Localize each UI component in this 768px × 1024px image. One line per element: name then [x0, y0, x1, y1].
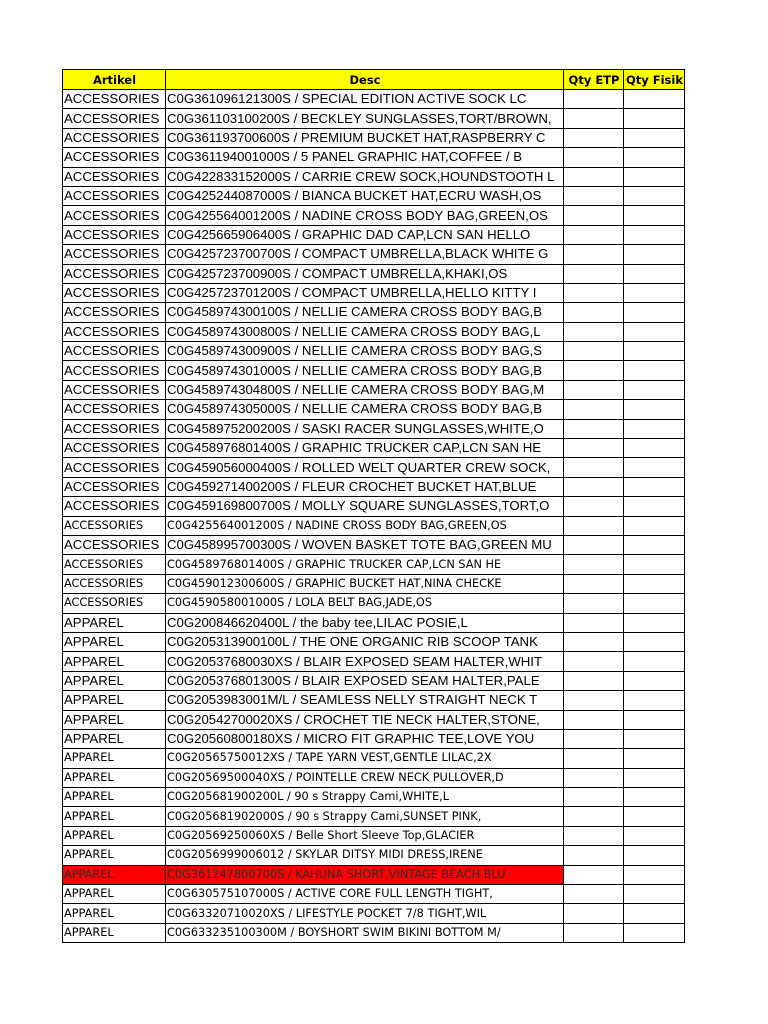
artikel-cell[interactable]: APPAREL [63, 923, 166, 942]
artikel-cell[interactable]: ACCESSORIES [63, 535, 166, 554]
desc-cell[interactable]: C0G458995700300S / WOVEN BASKET TOTE BAG,GREEN MU [166, 535, 564, 554]
qty-etp-cell[interactable] [564, 555, 624, 574]
table-row [63, 380, 685, 399]
qty-etp-cell[interactable] [564, 206, 624, 225]
artikel-cell[interactable]: ACCESSORIES [63, 206, 166, 225]
desc-cell[interactable]: C0G459271400200S / FLEUR CROCHET BUCKET HAT,BLUE [166, 477, 564, 496]
table-row [63, 923, 685, 942]
qty-etp-cell[interactable] [564, 167, 624, 186]
artikel-cell[interactable]: ACCESSORIES [63, 439, 166, 458]
table-row [63, 671, 685, 690]
table-row [63, 458, 685, 477]
qty-etp-cell[interactable] [564, 477, 624, 496]
desc-cell[interactable]: C0G20537680030XS / BLAIR EXPOSED SEAM HALTER,WHIT [166, 652, 564, 671]
qty-etp-cell[interactable] [564, 322, 624, 341]
qty-fisik-cell[interactable] [624, 283, 685, 302]
table-row [63, 904, 685, 923]
qty-fisik-cell[interactable] [624, 322, 685, 341]
qty-fisik-cell[interactable] [624, 342, 685, 361]
qty-fisik-cell[interactable] [624, 167, 685, 186]
qty-fisik-cell[interactable] [624, 613, 685, 632]
qty-etp-cell[interactable] [564, 613, 624, 632]
qty-etp-cell[interactable] [564, 148, 624, 167]
table-row [63, 768, 685, 787]
artikel-cell[interactable]: ACCESSORIES [63, 497, 166, 516]
table-row [63, 439, 685, 458]
table-row [63, 322, 685, 341]
qty-fisik-cell[interactable] [624, 361, 685, 380]
desc-cell[interactable]: C0G459056000400S / ROLLED WELT QUARTER CREW SOCK, [166, 458, 564, 477]
qty-fisik-cell[interactable] [624, 303, 685, 322]
table-row [63, 342, 685, 361]
qty-etp-cell[interactable] [564, 186, 624, 205]
artikel-cell[interactable]: ACCESSORIES [63, 574, 166, 593]
table-row [63, 516, 685, 535]
artikel-cell[interactable]: ACCESSORIES [63, 148, 166, 167]
artikel-cell[interactable]: APPAREL [63, 749, 166, 768]
table-row [63, 710, 685, 729]
table-row [63, 652, 685, 671]
qty-etp-cell[interactable] [564, 768, 624, 787]
artikel-cell[interactable]: APPAREL [63, 865, 166, 884]
artikel-cell[interactable]: ACCESSORIES [63, 322, 166, 341]
qty-fisik-cell[interactable] [624, 671, 685, 690]
qty-etp-cell[interactable] [564, 904, 624, 923]
qty-etp-cell[interactable] [564, 90, 624, 109]
artikel-cell[interactable]: APPAREL [63, 788, 166, 807]
artikel-cell[interactable]: ACCESSORIES [63, 555, 166, 574]
desc-cell[interactable]: C0G458976801400S / GRAPHIC TRUCKER CAP,LCN SAN HE [166, 555, 564, 574]
table-row [63, 729, 685, 748]
qty-etp-cell[interactable] [564, 516, 624, 535]
table-row [63, 594, 685, 613]
qty-fisik-cell[interactable] [624, 574, 685, 593]
table-row [63, 865, 685, 884]
desc-cell[interactable]: C0G425723701200S / COMPACT UMBRELLA,HELLO KITTY I [166, 283, 564, 302]
qty-etp-cell[interactable] [564, 128, 624, 147]
desc-cell[interactable]: C0G20569250060XS / Belle Short Sleeve Top,GLACIER [166, 826, 564, 845]
table-row [63, 400, 685, 419]
artikel-cell[interactable]: APPAREL [63, 671, 166, 690]
table-row [63, 826, 685, 845]
desc-cell[interactable]: C0G458974305000S / NELLIE CAMERA CROSS BODY BAG,B [166, 400, 564, 419]
desc-cell[interactable]: C0G458975200200S / SASKI RACER SUNGLASSES,WHITE,O [166, 419, 564, 438]
desc-cell[interactable]: C0G200846620400L / the baby tee,LILAC POSIE,L [166, 613, 564, 632]
desc-cell[interactable]: C0G458974300900S / NELLIE CAMERA CROSS BODY BAG,S [166, 342, 564, 361]
table-row [63, 245, 685, 264]
qty-etp-cell[interactable] [564, 342, 624, 361]
qty-etp-cell[interactable] [564, 691, 624, 710]
desc-cell[interactable]: C0G425665906400S / GRAPHIC DAD CAP,LCN SAN HELLO [166, 225, 564, 244]
table-row [63, 691, 685, 710]
qty-etp-cell[interactable] [564, 788, 624, 807]
qty-fisik-cell[interactable] [624, 439, 685, 458]
qty-fisik-cell[interactable] [624, 245, 685, 264]
desc-cell[interactable]: C0G425723700700S / COMPACT UMBRELLA,BLACK WHITE G [166, 245, 564, 264]
table-row [63, 846, 685, 865]
qty-etp-cell[interactable] [564, 846, 624, 865]
desc-cell[interactable]: C0G361096121300S / SPECIAL EDITION ACTIVE SOCK LC [166, 90, 564, 109]
qty-fisik-cell[interactable] [624, 225, 685, 244]
desc-cell[interactable]: C0G459169800700S / MOLLY SQUARE SUNGLASSES,TORT,O [166, 497, 564, 516]
qty-fisik-cell[interactable] [624, 846, 685, 865]
desc-cell[interactable]: C0G459012300600S / GRAPHIC BUCKET HAT,NINA CHECKE [166, 574, 564, 593]
qty-etp-cell[interactable] [564, 458, 624, 477]
desc-cell[interactable]: C0G458974300100S / NELLIE CAMERA CROSS BODY BAG,B [166, 303, 564, 322]
qty-fisik-cell[interactable] [624, 788, 685, 807]
table-row [63, 167, 685, 186]
qty-etp-cell[interactable] [564, 652, 624, 671]
table-row [63, 613, 685, 632]
artikel-cell[interactable]: APPAREL [63, 613, 166, 632]
artikel-cell[interactable]: ACCESSORIES [63, 109, 166, 128]
header-artikel[interactable]: Artikel [63, 70, 166, 90]
desc-cell[interactable]: C0G361193700600S / PREMIUM BUCKET HAT,RASPBERRY C [166, 128, 564, 147]
desc-cell[interactable]: C0G361247800700S / KAHUNA SHORT,VINTAGE BEACH BLU [166, 865, 564, 884]
table-row [63, 264, 685, 283]
qty-fisik-cell[interactable] [624, 419, 685, 438]
qty-etp-cell[interactable] [564, 710, 624, 729]
qty-fisik-cell[interactable] [624, 400, 685, 419]
desc-cell[interactable]: C0G459058001000S / LOLA BELT BAG,JADE,OS [166, 594, 564, 613]
artikel-cell[interactable]: ACCESSORIES [63, 167, 166, 186]
table-row [63, 574, 685, 593]
desc-cell[interactable]: C0G20560800180XS / MICRO FIT GRAPHIC TEE,LOVE YOU [166, 729, 564, 748]
table-row [63, 206, 685, 225]
desc-cell[interactable]: C0G458974304800S / NELLIE CAMERA CROSS BODY BAG,M [166, 380, 564, 399]
header-desc[interactable]: Desc [166, 70, 564, 90]
qty-fisik-cell[interactable] [624, 128, 685, 147]
artikel-cell[interactable]: APPAREL [63, 846, 166, 865]
artikel-cell[interactable]: ACCESSORIES [63, 225, 166, 244]
qty-fisik-cell[interactable] [624, 516, 685, 535]
qty-fisik-cell[interactable] [624, 865, 685, 884]
artikel-cell[interactable]: ACCESSORIES [63, 400, 166, 419]
artikel-cell[interactable]: ACCESSORIES [63, 283, 166, 302]
desc-cell[interactable]: C0G425723700900S / COMPACT UMBRELLA,KHAKI,OS [166, 264, 564, 283]
qty-fisik-cell[interactable] [624, 477, 685, 496]
qty-etp-cell[interactable] [564, 632, 624, 651]
desc-cell[interactable]: C0G425244087000S / BIANCA BUCKET HAT,ECRU WASH,OS [166, 186, 564, 205]
qty-fisik-cell[interactable] [624, 749, 685, 768]
table-row [63, 555, 685, 574]
artikel-cell[interactable]: ACCESSORIES [63, 245, 166, 264]
qty-etp-cell[interactable] [564, 923, 624, 942]
artikel-cell[interactable]: ACCESSORIES [63, 128, 166, 147]
table-row [63, 283, 685, 302]
artikel-cell[interactable]: ACCESSORIES [63, 380, 166, 399]
desc-cell[interactable]: C0G361103100200S / BECKLEY SUNGLASSES,TORT/BROWN, [166, 109, 564, 128]
table-row [63, 128, 685, 147]
desc-cell[interactable]: C0G205313900100L / THE ONE ORGANIC RIB SCOOP TANK [166, 632, 564, 651]
table-row [63, 749, 685, 768]
qty-fisik-cell[interactable] [624, 380, 685, 399]
qty-fisik-cell[interactable] [624, 497, 685, 516]
artikel-cell[interactable]: ACCESSORIES [63, 361, 166, 380]
qty-fisik-cell[interactable] [624, 555, 685, 574]
desc-cell[interactable]: C0G2056999006012 / SKYLAR DITSY MIDI DRESS,IRENE [166, 846, 564, 865]
artikel-cell[interactable]: ACCESSORIES [63, 594, 166, 613]
desc-cell[interactable]: C0G205681900200L / 90 s Strappy Cami,WHITE,L [166, 788, 564, 807]
qty-etp-cell[interactable] [564, 419, 624, 438]
table-row [63, 535, 685, 554]
qty-fisik-cell[interactable] [624, 109, 685, 128]
desc-cell[interactable]: C0G205376801300S / BLAIR EXPOSED SEAM HALTER,PALE [166, 671, 564, 690]
desc-cell[interactable]: C0G20569500040XS / POINTELLE CREW NECK PULLOVER,D [166, 768, 564, 787]
qty-etp-cell[interactable] [564, 109, 624, 128]
artikel-cell[interactable]: ACCESSORIES [63, 90, 166, 109]
table-row [63, 303, 685, 322]
qty-fisik-cell[interactable] [624, 632, 685, 651]
artikel-cell[interactable]: ACCESSORIES [63, 303, 166, 322]
qty-etp-cell[interactable] [564, 671, 624, 690]
qty-fisik-cell[interactable] [624, 535, 685, 554]
qty-fisik-cell[interactable] [624, 885, 685, 904]
stock-table [62, 69, 685, 943]
header-qty-etp[interactable]: Qty ETP [564, 70, 624, 90]
qty-etp-cell[interactable] [564, 303, 624, 322]
qty-fisik-cell[interactable] [624, 768, 685, 787]
artikel-cell[interactable]: APPAREL [63, 652, 166, 671]
qty-etp-cell[interactable] [564, 225, 624, 244]
qty-etp-cell[interactable] [564, 439, 624, 458]
desc-cell[interactable]: C0G425564001200S / NADINE CROSS BODY BAG,GREEN,OS [166, 516, 564, 535]
table-row [63, 186, 685, 205]
artikel-cell[interactable]: ACCESSORIES [63, 477, 166, 496]
desc-cell[interactable]: C0G458974301000S / NELLIE CAMERA CROSS BODY BAG,B [166, 361, 564, 380]
desc-cell[interactable]: C0G205681902000S / 90 s Strappy Cami,SUNSET PINK, [166, 807, 564, 826]
qty-etp-cell[interactable] [564, 361, 624, 380]
artikel-cell[interactable]: ACCESSORIES [63, 342, 166, 361]
artikel-cell[interactable]: APPAREL [63, 885, 166, 904]
qty-etp-cell[interactable] [564, 283, 624, 302]
table-row [63, 148, 685, 167]
qty-etp-cell[interactable] [564, 729, 624, 748]
qty-etp-cell[interactable] [564, 574, 624, 593]
qty-fisik-cell[interactable] [624, 90, 685, 109]
artikel-cell[interactable]: APPAREL [63, 826, 166, 845]
desc-cell[interactable]: C0G422833152000S / CARRIE CREW SOCK,HOUNDSTOOTH L [166, 167, 564, 186]
desc-cell[interactable]: C0G458976801400S / GRAPHIC TRUCKER CAP,LCN SAN HE [166, 439, 564, 458]
desc-cell[interactable]: C0G633235100300M / BOYSHORT SWIM BIKINI BOTTOM M/ [166, 923, 564, 942]
table-row [63, 788, 685, 807]
qty-fisik-cell[interactable] [624, 904, 685, 923]
table-row [63, 885, 685, 904]
qty-fisik-cell[interactable] [624, 458, 685, 477]
desc-cell[interactable]: C0G2053983001M/L / SEAMLESS NELLY STRAIGHT NECK T [166, 691, 564, 710]
qty-etp-cell[interactable] [564, 400, 624, 419]
artikel-cell[interactable]: APPAREL [63, 807, 166, 826]
qty-etp-cell[interactable] [564, 749, 624, 768]
table-row [63, 632, 685, 651]
artikel-cell[interactable]: APPAREL [63, 710, 166, 729]
qty-fisik-cell[interactable] [624, 186, 685, 205]
qty-fisik-cell[interactable] [624, 691, 685, 710]
header-qty-fisik[interactable]: Qty Fisik [624, 70, 685, 90]
header-row [63, 70, 685, 90]
qty-fisik-cell[interactable] [624, 148, 685, 167]
desc-cell[interactable]: C0G425564001200S / NADINE CROSS BODY BAG,GREEN,OS [166, 206, 564, 225]
table-row [63, 225, 685, 244]
artikel-cell[interactable]: ACCESSORIES [63, 186, 166, 205]
table-row [63, 807, 685, 826]
table-row [63, 419, 685, 438]
artikel-cell[interactable]: ACCESSORIES [63, 419, 166, 438]
qty-fisik-cell[interactable] [624, 710, 685, 729]
qty-etp-cell[interactable] [564, 826, 624, 845]
qty-fisik-cell[interactable] [624, 826, 685, 845]
table-row [63, 90, 685, 109]
qty-etp-cell[interactable] [564, 264, 624, 283]
artikel-cell[interactable]: APPAREL [63, 691, 166, 710]
qty-fisik-cell[interactable] [624, 594, 685, 613]
table-row [63, 497, 685, 516]
qty-etp-cell[interactable] [564, 885, 624, 904]
qty-fisik-cell[interactable] [624, 652, 685, 671]
desc-cell[interactable]: C0G458974300800S / NELLIE CAMERA CROSS BODY BAG,L [166, 322, 564, 341]
artikel-cell[interactable]: APPAREL [63, 632, 166, 651]
qty-fisik-cell[interactable] [624, 206, 685, 225]
qty-etp-cell[interactable] [564, 594, 624, 613]
qty-etp-cell[interactable] [564, 380, 624, 399]
artikel-cell[interactable]: APPAREL [63, 768, 166, 787]
qty-etp-cell[interactable] [564, 807, 624, 826]
table-row [63, 477, 685, 496]
table-row [63, 361, 685, 380]
qty-fisik-cell[interactable] [624, 807, 685, 826]
artikel-cell[interactable]: ACCESSORIES [63, 458, 166, 477]
desc-cell[interactable]: C0G20542700020XS / CROCHET TIE NECK HALTER,STONE, [166, 710, 564, 729]
qty-etp-cell[interactable] [564, 245, 624, 264]
artikel-cell[interactable]: ACCESSORIES [63, 264, 166, 283]
table-row [63, 109, 685, 128]
qty-etp-cell[interactable] [564, 865, 624, 884]
qty-etp-cell[interactable] [564, 497, 624, 516]
table-body [63, 90, 685, 943]
desc-cell[interactable]: C0G361194001000S / 5 PANEL GRAPHIC HAT,COFFEE / B [166, 148, 564, 167]
artikel-cell[interactable]: APPAREL [63, 729, 166, 748]
qty-fisik-cell[interactable] [624, 729, 685, 748]
qty-fisik-cell[interactable] [624, 264, 685, 283]
artikel-cell[interactable]: APPAREL [63, 904, 166, 923]
desc-cell[interactable]: C0G63320710020XS / LIFESTYLE POCKET 7/8 TIGHT,WIL [166, 904, 564, 923]
qty-etp-cell[interactable] [564, 535, 624, 554]
artikel-cell[interactable]: ACCESSORIES [63, 516, 166, 535]
desc-cell[interactable]: C0G20565750012XS / TAPE YARN VEST,GENTLE LILAC,2X [166, 749, 564, 768]
qty-fisik-cell[interactable] [624, 923, 685, 942]
desc-cell[interactable]: C0G630575107000S / ACTIVE CORE FULL LENGTH TIGHT, [166, 885, 564, 904]
